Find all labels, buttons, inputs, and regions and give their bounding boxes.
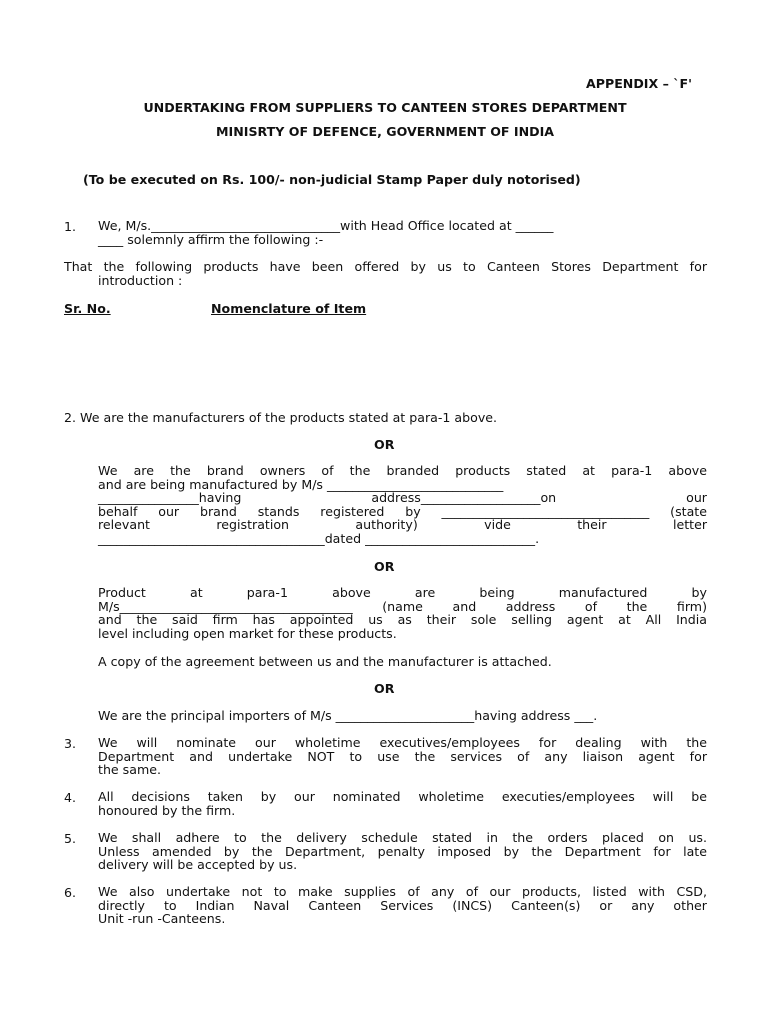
para-5-text: [98, 831, 707, 872]
document-subtitle: MINISRTY OF DEFENCE, GOVERNMENT OF INDIA: [216, 124, 554, 139]
agreement-note: A copy of the agreement between us and the manufacturer is attached.: [98, 654, 552, 669]
para-3-line: Department and undertake NOT to use the services of any liaison agent for: [98, 748, 707, 764]
sr-no-header: Sr. No.: [64, 301, 111, 316]
para-5-line: Unless amended by the Department, penalty imposed by the Department for late: [98, 843, 707, 859]
para-1-line: ____ solemnly affirm the following :-: [98, 231, 324, 247]
importer-text: We are the principal importers of M/s ______________________having address ___.: [98, 708, 598, 723]
products-offered-line: That the following products have been offered by us to Canteen Stores Department for: [64, 259, 707, 274]
para-4-line: honoured by the firm.: [98, 802, 236, 818]
or-divider: OR: [374, 559, 395, 574]
nomenclature-header: Nomenclature of Item: [211, 301, 367, 316]
para-6-line: Unit -run -Canteens.: [98, 911, 226, 927]
para-6-text: [98, 885, 707, 926]
products-offered-line: introduction :: [98, 272, 183, 288]
para-6-line: directly to Indian Naval Canteen Services (INCS) Canteen(s) or any other: [98, 897, 707, 913]
third-party-line: level including open market for these products.: [98, 625, 397, 641]
para-1-line: We, M/s.______________________________with Head Office located at ______: [98, 218, 554, 233]
para-1-text: [98, 219, 553, 246]
or-divider: OR: [374, 681, 395, 696]
para-4-line: All decisions taken by our nominated wholetime executies/employees will be: [98, 789, 707, 804]
para-3-text: [98, 736, 707, 777]
third-party-manufacturer-text: [98, 586, 707, 640]
para-3-number: 3.: [64, 736, 77, 751]
brand-owner-line: relevant registration authority) vide their letter: [98, 517, 707, 533]
para-6-line: We also undertake not to make supplies of any of our products, listed with CSD,: [98, 884, 707, 899]
brand-owner-line: ____________________________________dated ___________________________.: [98, 530, 540, 546]
brand-owner-text: [98, 464, 707, 546]
para-5-line: We shall adhere to the delivery schedule stated in the orders placed on us.: [98, 830, 707, 845]
para-3-line: We will nominate our wholetime executives/employees for dealing with the: [98, 735, 707, 750]
para-3-line: the same.: [98, 762, 161, 778]
para-4-text: [98, 790, 707, 817]
para-4-number: 4.: [64, 790, 77, 805]
third-party-line: and the said firm has appointed us as their sole selling agent at All India: [98, 612, 707, 628]
para-5-number: 5.: [64, 831, 77, 846]
brand-owner-line: and are being manufactured by M/s ____________________________: [98, 476, 504, 492]
document-title: UNDERTAKING FROM SUPPLIERS TO CANTEEN STORES DEPARTMENT: [143, 100, 627, 115]
stamp-paper-note: (To be executed on Rs. 100/- non-judicial Stamp Paper duly notorised): [83, 172, 581, 187]
para-2-text: 2. We are the manufacturers of the products stated at para-1 above.: [64, 410, 498, 425]
para-6-number: 6.: [64, 885, 77, 900]
para-1-number: 1.: [64, 219, 77, 234]
third-party-line: M/s_____________________________________ (name and address of the firm): [98, 598, 707, 614]
para-5-line: delivery will be accepted by us.: [98, 857, 298, 873]
or-divider: OR: [374, 437, 395, 452]
appendix-label: APPENDIX – `F': [586, 76, 693, 91]
brand-owner-line: behalf our brand stands registered by _________________________________ (state: [98, 503, 707, 519]
brand-owner-line: ________________having address___________________on our: [98, 490, 707, 506]
brand-owner-line: We are the brand owners of the branded products stated at para-1 above: [98, 463, 707, 478]
products-offered-text: [64, 260, 707, 287]
third-party-line: Product at para-1 above are being manufactured by: [98, 585, 707, 600]
